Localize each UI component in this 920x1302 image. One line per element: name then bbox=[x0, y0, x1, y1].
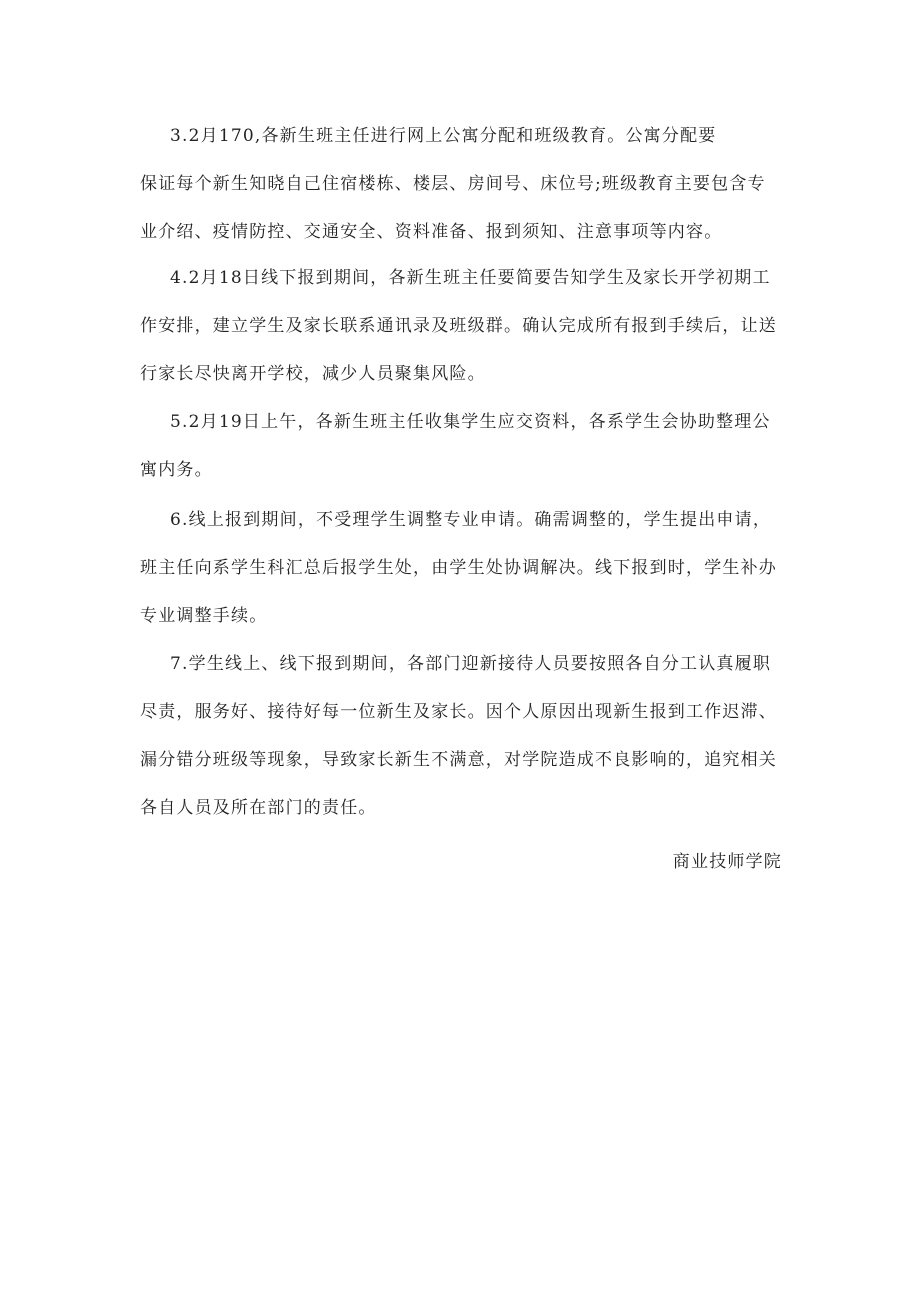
paragraph-item-4 bbox=[140, 268, 790, 412]
paragraph-line: 寓内务。 bbox=[140, 460, 213, 480]
paragraph-line: 7.学生线上、线下报到期间，各部门迎新接待人员要按照各自分工认真履职 bbox=[170, 654, 772, 674]
paragraph-line: 3.2月170,各新生班主任进行网上公寓分配和班级教育。公寓分配要 bbox=[170, 126, 717, 146]
paragraph-line: 尽责，服务好、接待好每一位新生及家长。因个人原因出现新生报到工作迟滞、 bbox=[140, 702, 777, 722]
paragraph-line: 6.线上报到期间，不受理学生调整专业申请。确需调整的，学生提出申请， bbox=[170, 510, 772, 530]
paragraph-line: 专业调整手续。 bbox=[140, 606, 268, 626]
paragraph-line: 业介绍、疫情防控、交通安全、资料准备、报到须知、注意事项等内容。 bbox=[140, 222, 723, 242]
paragraph-line: 各自人员及所在部门的责任。 bbox=[140, 798, 377, 818]
paragraph-line: 班主任向系学生科汇总后报学生处，由学生处协调解决。线下报到时，学生补办 bbox=[140, 558, 777, 578]
paragraph-line: 4.2月18日线下报到期间，各新生班主任要简要告知学生及家长开学初期工 bbox=[170, 268, 771, 288]
paragraph-line: 保证每个新生知晓自己住宿楼栋、楼层、房间号、床位号;班级教育主要包含专 bbox=[140, 174, 766, 194]
paragraph-item-7 bbox=[140, 654, 790, 846]
paragraph-item-6 bbox=[140, 510, 790, 654]
paragraph-line: 漏分错分班级等现象，导致家长新生不满意，对学院造成不良影响的，追究相关 bbox=[140, 750, 777, 770]
paragraph-item-5 bbox=[140, 412, 790, 508]
paragraph-line: 作安排，建立学生及家长联系通讯录及班级群。确认完成所有报到手续后，让送 bbox=[140, 316, 777, 336]
signature-org-name: 商业技师学院 bbox=[672, 852, 782, 872]
paragraph-line: 行家长尽快离开学校，减少人员聚集风险。 bbox=[140, 364, 486, 384]
paragraph-line: 5.2月19日上午，各新生班主任收集学生应交资料，各系学生会协助整理公 bbox=[170, 412, 771, 432]
paragraph-item-3 bbox=[140, 126, 790, 270]
